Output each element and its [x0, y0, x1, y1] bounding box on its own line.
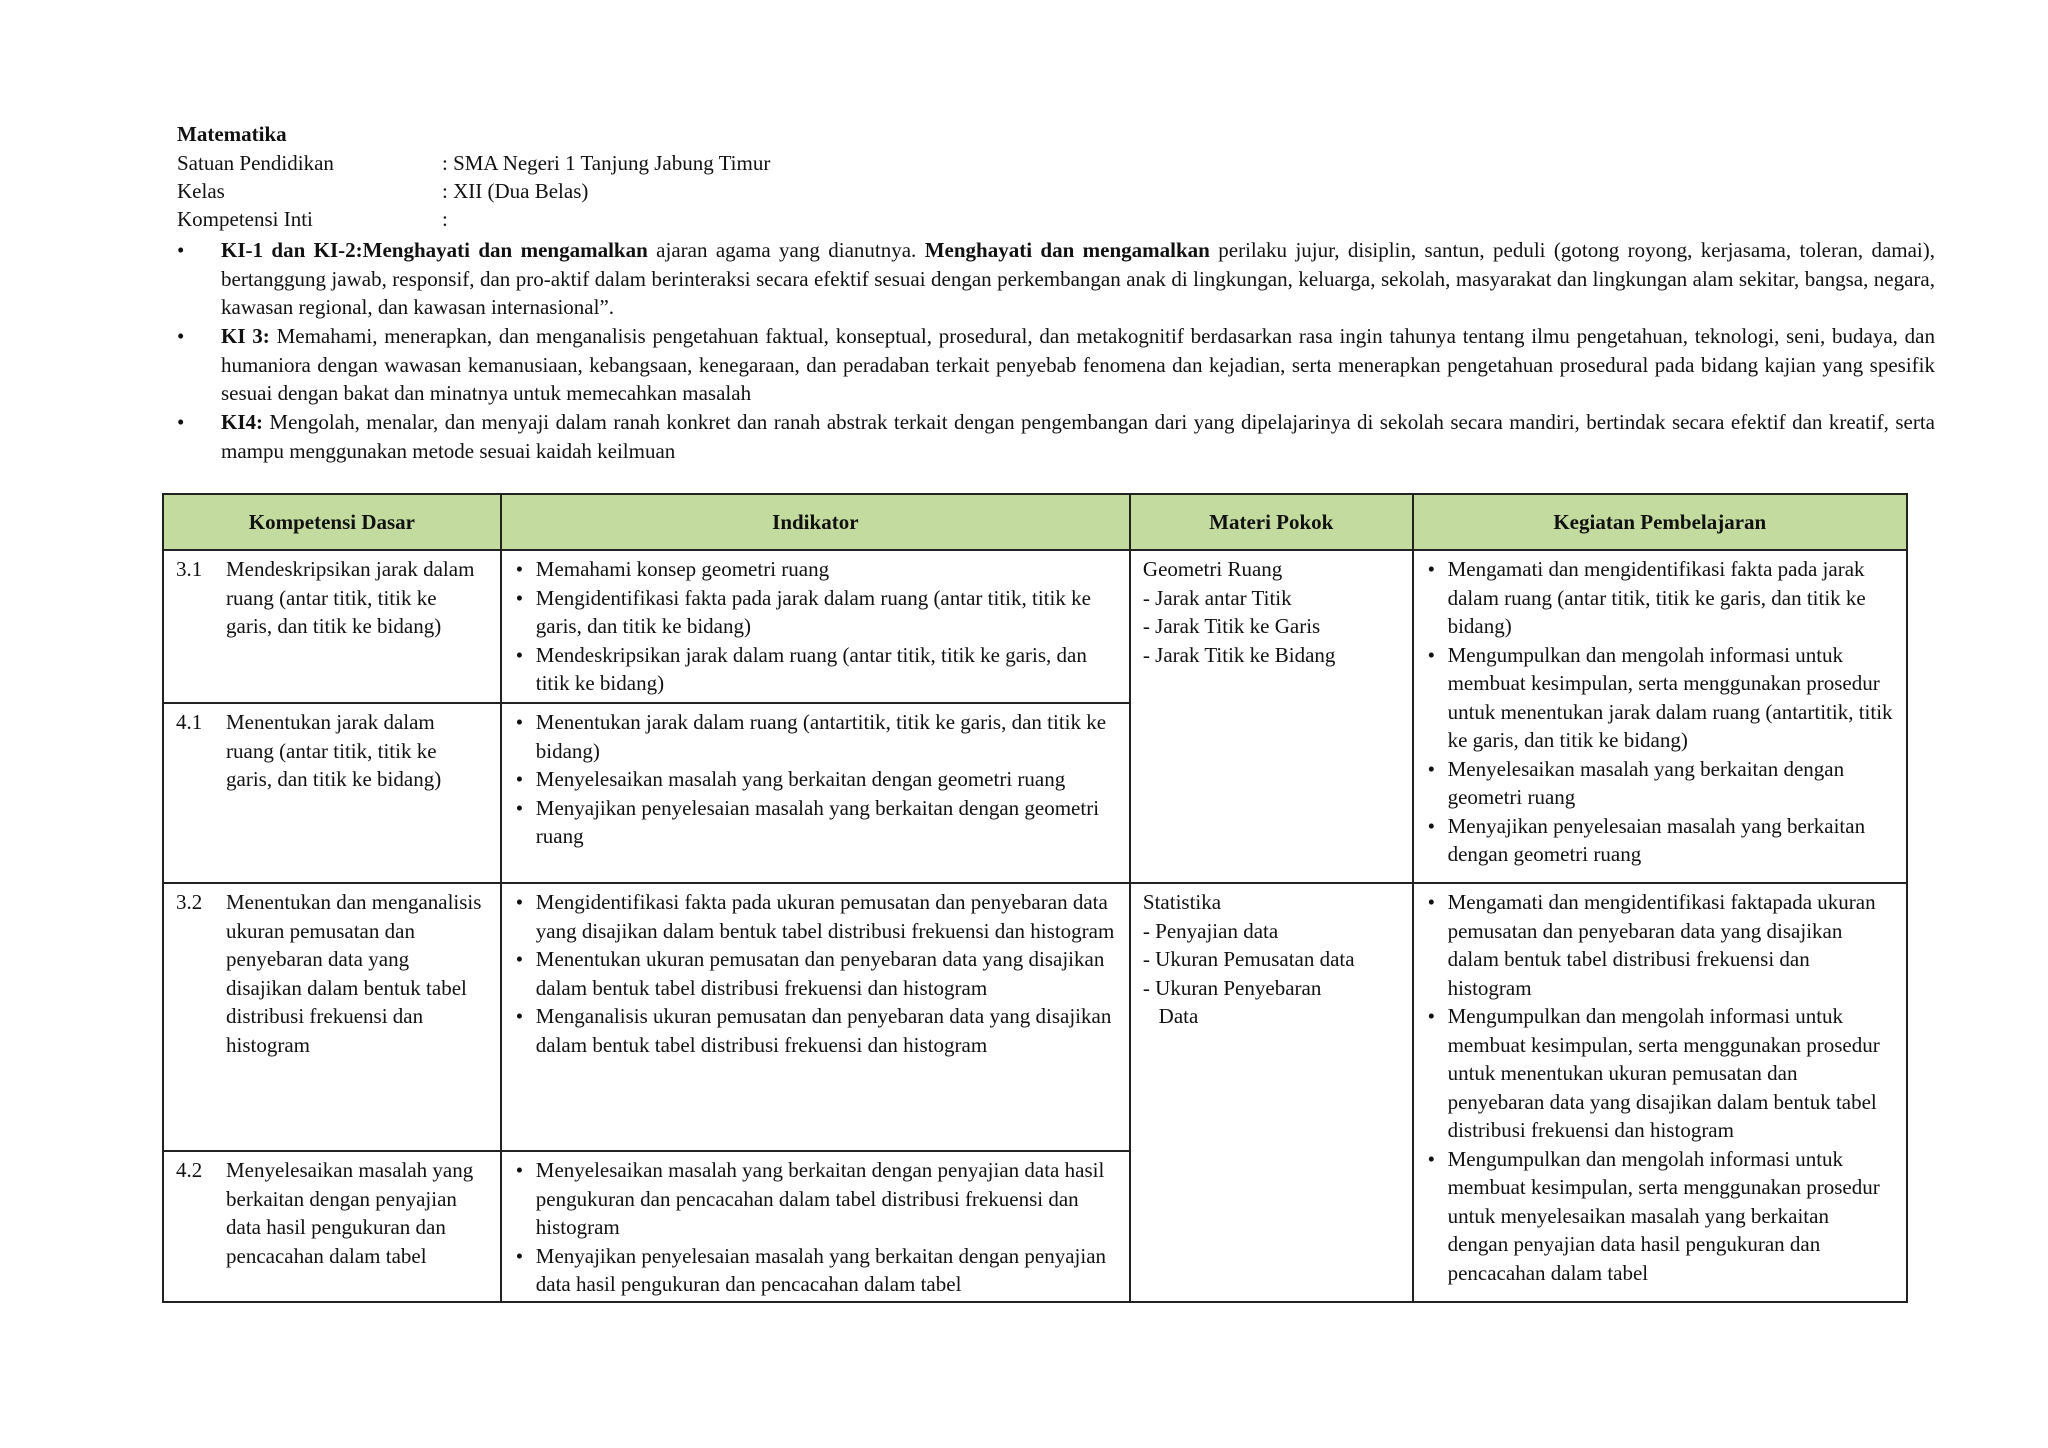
kd-cell	[163, 1151, 501, 1302]
indikator-cell	[501, 883, 1130, 1151]
materi-cell	[1130, 550, 1413, 883]
list-item: • Mengidentifikasi fakta pada jarak dalam ruang (antar titik, titik ke garis, dan titik ke bidang)	[514, 584, 1117, 641]
list-item: • Menyelesaikan masalah yang berkaitan dengan geometri ruang	[1426, 755, 1894, 812]
subject-title: Matematika	[177, 122, 287, 146]
list-item: • Memahami konsep geometri ruang	[514, 555, 1117, 584]
list-item: • Menentukan ukuran pemusatan dan penyebaran data yang disajikan dalam bentuk tabel distribusi frekuensi dan histogram	[514, 945, 1117, 1002]
list-item: • Mendeskripsikan jarak dalam ruang (antar titik, titik ke garis, dan titik ke bidang)	[514, 641, 1117, 698]
meta-label: Satuan Pendidikan	[177, 151, 334, 175]
curriculum-table	[162, 493, 1908, 1303]
kd-description: Menentukan dan menganalisis ukuran pemusatan dan penyebaran data yang disajikan dalam bentuk tabel distribusi frekuensi dan histogram	[226, 890, 482, 1057]
materi-item: - Jarak Titik ke Garis	[1142, 614, 1321, 638]
list-item: • Mengidentifikasi fakta pada ukuran pemusatan dan penyebaran data yang disajikan dalam bentuk tabel distribusi frekuensi dan histogram	[514, 888, 1117, 945]
meta-value: :	[442, 207, 448, 231]
list-item: • Menyajikan penyelesaian masalah yang berkaitan dengan geometri ruang	[1426, 812, 1894, 869]
list-item: • Menyajikan penyelesaian masalah yang berkaitan dengan penyajian data hasil pengukuran dan pencacahan dalam tabel	[514, 1242, 1117, 1299]
meta-label: Kompetensi Inti	[177, 207, 313, 231]
bullet-icon: •	[177, 410, 185, 434]
materi-title: Geometri Ruang	[1142, 557, 1283, 581]
list-item: • Menyelesaikan masalah yang berkaitan dengan penyajian data hasil pengukuran dan pencacahan dalam tabel distribusi frekuensi dan histogram	[514, 1156, 1117, 1242]
header-materi-pokok: Materi Pokok	[1130, 494, 1413, 550]
materi-item: Data	[1142, 1004, 1199, 1028]
materi-cell	[1130, 883, 1413, 1302]
header-indikator: Indikator	[501, 494, 1130, 550]
ki-text: KI4: Mengolah, menalar, dan menyaji dalam ranah konkret dan ranah abstrak terkait dengan pengembangan dari yang dipelajarinya di sekolah secara mandiri, bertindak secara efektif dan kreatif, serta mampu menggunakan metode sesuai kaidah keilmuan	[221, 410, 1935, 463]
kd-description: Mendeskripsikan jarak dalam ruang (antar titik, titik ke garis, dan titik ke bidang)	[226, 557, 475, 638]
meta-value: : SMA Negeri 1 Tanjung Jabung Timur	[442, 151, 771, 175]
list-item: • Menentukan jarak dalam ruang (antartitik, titik ke garis, dan titik ke bidang)	[514, 708, 1117, 765]
kd-cell	[163, 883, 501, 1151]
kd-number: 4.1	[176, 710, 203, 734]
meta-row-kompetensi-inti	[177, 207, 448, 232]
kd-description: Menentukan jarak dalam ruang (antar titik, titik ke garis, dan titik ke bidang)	[226, 710, 442, 791]
indikator-cell	[501, 703, 1130, 883]
header-kompetensi-dasar: Kompetensi Dasar	[163, 494, 501, 550]
list-item: • Mengumpulkan dan mengolah informasi untuk membuat kesimpulan, serta menggunakan prosedur untuk menentukan jarak dalam ruang (antartitik, titik ke garis, dan titik ke bidang)	[1426, 641, 1894, 755]
indikator-cell	[501, 550, 1130, 703]
meta-value: : XII (Dua Belas)	[442, 179, 589, 203]
materi-item: - Jarak antar Titik	[1142, 585, 1292, 610]
materi-title: Statistika	[1142, 890, 1222, 914]
indikator-cell	[501, 1151, 1130, 1302]
list-item: • Mengamati dan mengidentifikasi fakta pada jarak dalam ruang (antar titik, titik ke garis, dan titik ke bidang)	[1426, 555, 1894, 641]
materi-item: - Ukuran Pemusatan data	[1142, 947, 1355, 971]
table-header-row	[163, 494, 1907, 550]
kd-number: 3.2	[176, 890, 203, 914]
materi-item: - Penyajian data	[1142, 918, 1279, 943]
kegiatan-cell	[1413, 550, 1907, 883]
meta-label: Kelas	[177, 179, 225, 203]
ki-item-4	[177, 408, 1935, 465]
ki-item-3	[177, 322, 1935, 408]
kd-number: 3.1	[176, 557, 203, 581]
meta-row-satuan	[177, 151, 770, 176]
kd-cell	[163, 550, 501, 703]
kegiatan-cell	[1413, 883, 1907, 1302]
kd-cell	[163, 703, 501, 883]
meta-row-kelas	[177, 179, 588, 204]
list-item: • Mengumpulkan dan mengolah informasi untuk membuat kesimpulan, serta menggunakan prosedur untuk menentukan ukuran pemusatan dan penyebaran data yang disajikan dalam bentuk tabel distribusi frekuensi dan histogram	[1426, 1002, 1894, 1145]
bullet-icon: •	[177, 324, 185, 348]
bullet-icon: •	[177, 238, 185, 262]
kd-number: 4.2	[176, 1158, 203, 1182]
table-row	[163, 883, 1907, 1151]
header-kegiatan-pembelajaran: Kegiatan Pembelajaran	[1413, 494, 1907, 550]
ki-item-1	[177, 236, 1935, 322]
ki-text: KI-1 dan KI-2:Menghayati dan mengamalkan ajaran agama yang dianutnya. Menghayati dan mengamalkan perilaku jujur, disiplin, santun, peduli (gotong royong, kerjasama, toleran, damai), bertanggung jawab, responsif, dan pro-aktif dalam berinteraksi secara efektif sesuai dengan perkembangan anak di lingkungan, keluarga, sekolah, masyarakat dan lingkungan alam sekitar, bangsa, negara, kawasan regional, dan kawasan internasional”.	[221, 238, 1936, 319]
list-item: • Mengamati dan mengidentifikasi faktapada ukuran pemusatan dan penyebaran data yang disajikan dalam bentuk tabel distribusi frekuensi dan histogram	[1426, 888, 1894, 1002]
list-item: • Mengumpulkan dan mengolah informasi untuk membuat kesimpulan, serta menggunakan prosedur untuk menyelesaikan masalah yang berkaitan dengan penyajian data hasil pengukuran dan pencacahan dalam tabel	[1426, 1145, 1894, 1288]
list-item: • Menyelesaikan masalah yang berkaitan dengan geometri ruang	[514, 765, 1117, 794]
ki-text: KI 3: Memahami, menerapkan, dan menganalisis pengetahuan faktual, konseptual, prosedural, dan metakognitif berdasarkan rasa ingin tahunya tentang ilmu pengetahuan, teknologi, seni, budaya, dan humaniora dengan wawasan kemanusiaan, kebangsaan, kenegaraan, dan peradaban terkait penyebab fenomena dan kejadian, serta menerapkan pengetahuan prosedural pada bidang kajian yang spesifik sesuai dengan bakat dan minatnya untuk memecahkan masalah	[221, 324, 1935, 405]
table-row	[163, 550, 1907, 703]
list-item: • Menyajikan penyelesaian masalah yang berkaitan dengan geometri ruang	[514, 794, 1117, 851]
list-item: • Menganalisis ukuran pemusatan dan penyebaran data yang disajikan dalam bentuk tabel distribusi frekuensi dan histogram	[514, 1002, 1117, 1059]
materi-item: - Jarak Titik ke Bidang	[1142, 642, 1336, 667]
materi-item: - Ukuran Penyebaran	[1142, 975, 1322, 1000]
kd-description: Menyelesaikan masalah yang berkaitan dengan penyajian data hasil pengukuran dan pencacahan dalam tabel	[226, 1158, 474, 1268]
